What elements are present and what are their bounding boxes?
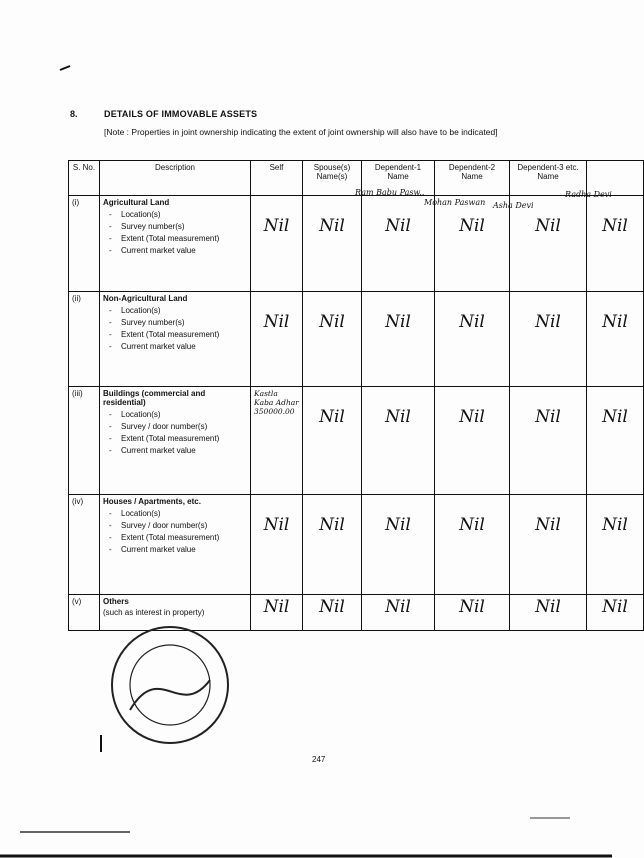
cell-dependent-1: Nil xyxy=(362,292,435,387)
list-item: - Current market value xyxy=(109,544,247,556)
header-description: Description xyxy=(100,161,251,196)
list-item: - Extent (Total measurement) xyxy=(109,233,247,245)
cell-self: Nil xyxy=(251,495,303,595)
cell-self: Nil xyxy=(251,196,303,292)
row-category: Buildings (commercial and residential) xyxy=(103,389,206,407)
header-dependent-1: Dependent-1 Name xyxy=(362,161,435,196)
list-item: - Current market value xyxy=(109,341,247,353)
header-dependent-2: Dependent-2 Name xyxy=(435,161,510,196)
cell-extra: Nil xyxy=(587,495,644,595)
list-item: - Extent (Total measurement) xyxy=(109,329,247,341)
row-sno: (i) xyxy=(69,196,100,292)
dependent-4-handwritten-name: Radha Devi xyxy=(565,190,612,199)
list-item: - Location(s) xyxy=(109,209,247,221)
cell-dependent-2: Nil xyxy=(435,387,510,495)
list-item: - Location(s) xyxy=(109,508,247,520)
cell-dependent-3: Nil xyxy=(510,595,587,631)
cell-dependent-2: Nil xyxy=(435,292,510,387)
cell-dependent-3: Nil xyxy=(510,292,587,387)
list-item: - Extent (Total measurement) xyxy=(109,532,247,544)
cell-dependent-3: Nil xyxy=(510,387,587,495)
row-category: Agricultural Land xyxy=(103,198,170,207)
cell-dependent-2: Nil xyxy=(435,196,510,292)
dependent-3-handwritten-name: Asha Devi xyxy=(493,201,534,210)
page-number: 247 xyxy=(312,755,326,764)
header-spouse: Spouse(s) Name(s) xyxy=(303,161,362,196)
cell-dependent-3: Nil xyxy=(510,495,587,595)
row-sno: (iii) xyxy=(69,387,100,495)
list-item: - Extent (Total measurement) xyxy=(109,433,247,445)
cell-dependent-1: Nil xyxy=(362,196,435,292)
section-note: [Note : Properties in joint ownership indicating the extent of joint ownership will also have to be indicated] xyxy=(104,127,498,137)
cell-extra: Nil xyxy=(587,595,644,631)
header-dependent-3: Dependent-3 etc. Name xyxy=(510,161,587,196)
cell-spouse: Nil xyxy=(303,387,362,495)
header-sno: S. No. xyxy=(69,161,100,196)
cell-extra: Nil xyxy=(587,196,644,292)
cell-spouse: Nil xyxy=(303,292,362,387)
list-item: - Survey / door number(s) xyxy=(109,520,247,532)
cell-spouse: Nil xyxy=(303,196,362,292)
dependent-1-handwritten-name: Ram Babu Pasw.. xyxy=(355,188,425,197)
section-title: DETAILS OF IMMOVABLE ASSETS xyxy=(104,109,258,119)
list-item: - Location(s) xyxy=(109,305,247,317)
cell-dependent-3: Nil xyxy=(510,196,587,292)
list-item: - Current market value xyxy=(109,245,247,257)
row-sno: (v) xyxy=(69,595,100,631)
row-category: Houses / Apartments, etc. xyxy=(103,497,201,506)
cell-spouse: Nil xyxy=(303,595,362,631)
cell-dependent-1: Nil xyxy=(362,495,435,595)
cell-spouse: Nil xyxy=(303,495,362,595)
row-sno: (ii) xyxy=(69,292,100,387)
cell-extra: Nil xyxy=(587,292,644,387)
cell-self: Nil xyxy=(251,292,303,387)
list-item: - Survey number(s) xyxy=(109,221,247,233)
self-building-note: Kastla Kaba Adhar 350000.00 xyxy=(254,389,299,416)
cell-extra: Nil xyxy=(587,387,644,495)
cell-dependent-1: Nil xyxy=(362,595,435,631)
dependent-2-handwritten-name: Mohan Paswan xyxy=(424,198,486,207)
section-number: 8. xyxy=(70,109,78,119)
cell-self: Nil xyxy=(251,595,303,631)
list-item: - Survey / door number(s) xyxy=(109,421,247,433)
cell-dependent-1: Nil xyxy=(362,387,435,495)
list-item: - Location(s) xyxy=(109,409,247,421)
header-self: Self xyxy=(251,161,303,196)
row-category: Non-Agricultural Land xyxy=(103,294,188,303)
row-sno: (iv) xyxy=(69,495,100,595)
list-item: - Survey number(s) xyxy=(109,317,247,329)
row-category: Others xyxy=(103,597,129,606)
list-item: - Current market value xyxy=(109,445,247,457)
cell-dependent-2: Nil xyxy=(435,495,510,595)
row-detail: (such as interest in property) xyxy=(103,608,205,617)
cell-dependent-2: Nil xyxy=(435,595,510,631)
